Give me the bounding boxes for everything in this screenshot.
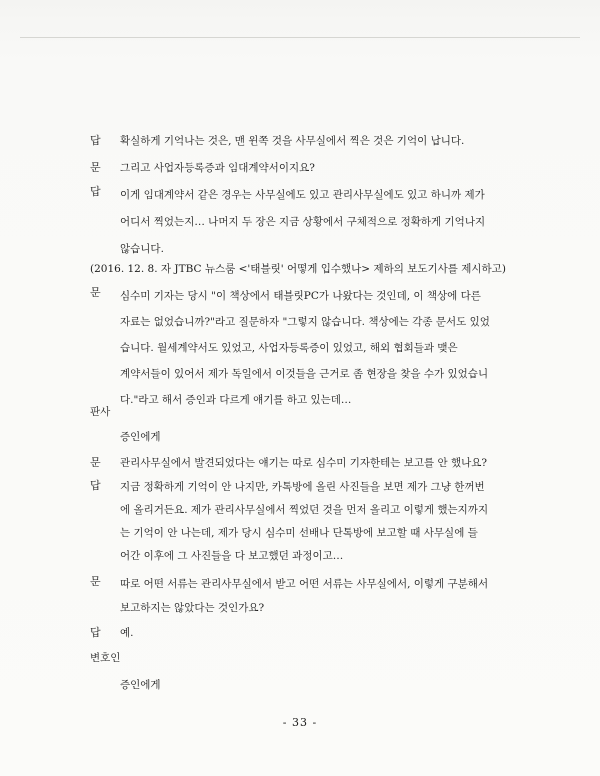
entry-line: 어디서 찍었는지… 나머지 두 장은 지금 상황에서 구체적으로 정확하게 기억나지: [120, 216, 486, 228]
entry-line: 계약서들이 있어서 제가 독일에서 이것들을 근거로 좀 현장을 찾을 수가 있었습니: [120, 368, 489, 380]
entry-line: 는 기억이 안 나는데, 제가 당시 심수미 선배나 단톡방에 보고할 때 사무실에 들: [120, 527, 478, 539]
entry-tag: 문: [90, 286, 101, 299]
entry-line: 그리고 사업자등록증과 임대계약서이지요?: [120, 162, 315, 174]
entry-tag: 답: [90, 185, 101, 198]
addressee-label: 증인에게: [120, 431, 161, 443]
entry-tag: 답: [90, 626, 101, 639]
page-number: - 33 -: [282, 716, 318, 729]
speaker-judge: 판사: [90, 406, 111, 418]
entry-line: 어간 이후에 그 사진들을 다 보고했던 과정이고…: [120, 550, 344, 562]
entry-line: 보고하지는 않았다는 것인가요?: [120, 602, 265, 614]
entry-line: 다."라고 해서 증인과 다르게 얘기를 하고 있는데…: [120, 394, 352, 406]
entry-line: 자료는 없었습니까?"라고 질문하자 "그렇지 않습니다. 책상에는 각종 문서도 있었: [120, 316, 490, 328]
entry-line: 관리사무실에서 발견되었다는 얘기는 따로 심수미 기자한테는 보고를 안 했나요?: [120, 457, 488, 469]
entry-line: 이게 임대계약서 같은 경우는 사무실에도 있고 관리사무실에도 있고 하니까 제가: [120, 189, 485, 201]
entry-line: 습니다. 월세계약서도 있었고, 사업자등록증이 있었고, 해외 협회들과 맺은: [120, 342, 458, 354]
entry-line: 확실하게 기억나는 것은, 맨 윈쪽 것을 사무실에서 찍은 것은 기억이 납니다.: [120, 135, 465, 147]
entry-line: 예.: [120, 627, 134, 639]
entry-line: 에 올리거든요. 제가 관리사무실에서 찍었던 것을 먼저 올리고 이렇게 했는지까지: [120, 504, 489, 516]
addressee-label: 증인에게: [120, 679, 161, 691]
entry-tag: 답: [90, 479, 101, 492]
scan-artifact-line: [20, 37, 580, 38]
entry-line: 지금 정확하게 기억이 안 나지만, 카톡방에 올린 사진들을 보면 제가 그냥 한꺼번: [120, 481, 485, 493]
entry-line: 않습니다.: [120, 243, 164, 255]
exhibit-note: (2016. 12. 8. 자 JTBC 뉴스룸 <'태블릿' 어떻게 입수했나> 제하의 보도기사를 제시하고): [90, 263, 506, 275]
entry-line: 따로 어떤 서류는 관리사무실에서 받고 어떤 서류는 사무실에서, 이렇게 구분해서: [120, 578, 489, 590]
entry-line: 심수미 기자는 당시 "이 책상에서 태블릿PC가 나왔다는 것인데, 이 책상에 다른: [120, 290, 481, 302]
entry-tag: 문: [90, 161, 101, 174]
entry-tag: 문: [90, 575, 101, 588]
speaker-counsel: 변호인: [90, 652, 121, 664]
entry-tag: 문: [90, 456, 101, 469]
entry-tag: 답: [90, 134, 101, 147]
